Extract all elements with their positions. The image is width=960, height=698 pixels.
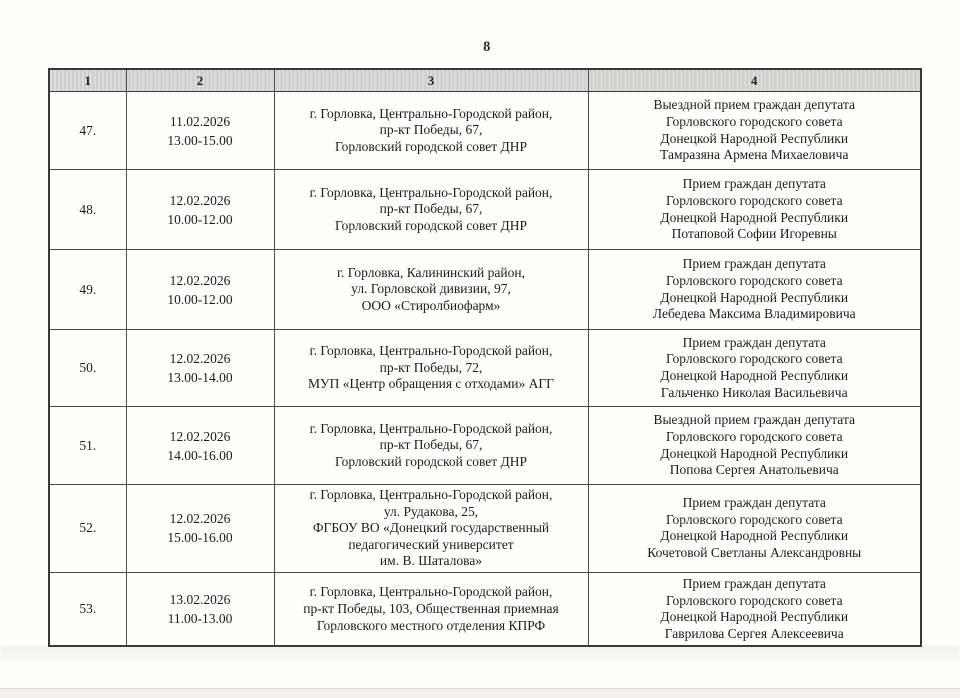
reception-line: Гальченко Николая Васильевича: [660, 384, 848, 400]
reception-cell: [588, 485, 921, 573]
address-line: Горловский городской совет ДНР: [334, 138, 527, 154]
row-number: 53.: [49, 572, 126, 646]
reception-line: Донецкой Народной Республики: [660, 445, 849, 461]
time: 14.00-16.00: [167, 447, 233, 463]
time: 13.00-15.00: [167, 132, 233, 148]
address-cell: [274, 485, 588, 573]
address-line: им. В. Шаталова»: [379, 553, 483, 569]
reception-line: Прием граждан депутата: [682, 334, 826, 350]
date-time-cell: [126, 485, 274, 573]
reception-line: Гаврилова Сергея Алексеевича: [664, 625, 844, 641]
row-number: 51.: [49, 407, 126, 485]
address-line: Горловского местного отделения КПРФ: [316, 617, 546, 633]
time: 10.00-12.00: [167, 291, 233, 307]
schedule-table-body: [49, 92, 921, 647]
table-row: [49, 330, 921, 407]
address-line: пр-кт Победы, 103, Общественная приемная: [303, 600, 559, 616]
address-line: г. Горловка, Центрально-Городской район,: [309, 487, 553, 502]
address-line: г. Горловка, Калининский район,: [337, 264, 525, 280]
table-row: [49, 572, 921, 646]
date-time-cell: [126, 250, 274, 330]
address-line: ФГБОУ ВО «Донецкий государственный: [312, 520, 550, 536]
date: 13.02.2026: [169, 592, 231, 608]
table-row: [49, 92, 921, 170]
date-time-cell: [126, 407, 274, 485]
reception-line: Донецкой Народной Республики: [660, 528, 849, 544]
reception-line: Горловского городского совета: [665, 192, 843, 208]
address-line: г. Горловка, Центрально-Городской район,: [309, 343, 553, 359]
reception-line: Потаповой Софии Игоревны: [671, 226, 837, 242]
row-number: 48.: [49, 170, 126, 250]
address-line: пр-кт Победы, 72,: [379, 359, 483, 375]
address-line: г. Горловка, Центрально-Городской район,: [309, 584, 553, 600]
reception-line: Горловского городского совета: [665, 592, 843, 608]
reception-line: Кочетовой Светланы Александровны: [647, 545, 862, 561]
row-number: 50.: [49, 330, 126, 407]
address-line: ООО «Стиролбиофарм»: [361, 297, 501, 313]
address-line: Горловский городской совет ДНР: [334, 453, 527, 469]
date-time-cell: [126, 572, 274, 646]
address-cell: [274, 250, 588, 330]
address-line: г. Горловка, Центрально-Городской район,: [309, 184, 553, 200]
address-cell: [274, 407, 588, 485]
reception-line: Прием граждан депутата: [682, 576, 826, 592]
address-line: г. Горловка, Центрально-Городской район,: [309, 105, 553, 121]
address-line: пр-кт Победы, 67,: [379, 437, 483, 453]
reception-line: Выездной прием граждан депутата: [653, 412, 856, 428]
table-row: [49, 485, 921, 573]
date: 12.02.2026: [169, 272, 231, 288]
table-row: [49, 407, 921, 485]
reception-line: Горловского городского совета: [665, 351, 843, 367]
reception-cell: [588, 92, 921, 170]
header-row: [49, 69, 921, 92]
time: 15.00-16.00: [167, 530, 233, 546]
date-time-cell: [126, 170, 274, 250]
reception-cell: [588, 330, 921, 407]
reception-line: Донецкой Народной Республики: [660, 130, 849, 146]
time: 11.00-13.00: [167, 611, 233, 627]
schedule-table: [48, 68, 922, 647]
column-header-2: 2: [126, 69, 274, 92]
reception-cell: [588, 572, 921, 646]
reception-line: Выездной прием граждан депутата: [653, 97, 856, 113]
column-header-3: 3: [274, 69, 588, 92]
address-line: ул. Рудакова, 25,: [383, 503, 479, 519]
address-line: Горловский городской совет ДНР: [334, 217, 527, 233]
column-header-1: 1: [49, 69, 126, 92]
reception-cell: [588, 250, 921, 330]
time: 10.00-12.00: [167, 211, 233, 227]
address-cell: [274, 572, 588, 646]
reception-line: Донецкой Народной Республики: [660, 289, 849, 305]
reception-line: Прием граждан депутата: [682, 495, 826, 511]
scan-artifact: [0, 646, 960, 662]
row-number: 47.: [49, 92, 126, 170]
reception-line: Прием граждан депутата: [682, 256, 826, 272]
column-header-4: 4: [588, 69, 921, 92]
reception-line: Донецкой Народной Республики: [660, 609, 849, 625]
reception-cell: [588, 407, 921, 485]
address-line: пр-кт Победы, 67,: [379, 122, 483, 138]
address-cell: [274, 330, 588, 407]
row-number: 52.: [49, 485, 126, 573]
reception-cell: [588, 170, 921, 250]
address-line: г. Горловка, Центрально-Городской район,: [309, 420, 553, 436]
reception-line: Тамразяна Армена Михаеловича: [660, 147, 849, 163]
reception-line: Донецкой Народной Республики: [660, 368, 849, 383]
date: 12.02.2026: [169, 511, 231, 527]
page-number: 8: [483, 39, 491, 55]
reception-line: Донецкой Народной Республики: [660, 209, 849, 225]
reception-line: Горловского городского совета: [665, 511, 843, 527]
address-cell: [274, 170, 588, 250]
address-cell: [274, 92, 588, 170]
reception-line: Лебедева Максима Владимировича: [652, 306, 856, 322]
address-line: пр-кт Победы, 67,: [379, 201, 483, 217]
address-line: МУП «Центр обращения с отходами» АГГ: [308, 376, 554, 392]
reception-line: Горловского городского совета: [665, 113, 843, 129]
reception-line: Горловского городского совета: [665, 428, 843, 444]
date: 12.02.2026: [169, 192, 231, 208]
time: 13.00-14.00: [167, 370, 233, 385]
table-row: [49, 170, 921, 250]
address-line: педагогический университет: [348, 536, 514, 552]
reception-line: Прием граждан депутата: [682, 176, 826, 192]
row-number: 49.: [49, 250, 126, 330]
reception-line: Попова Сергея Анатольевича: [669, 462, 839, 478]
date: 12.02.2026: [169, 428, 231, 444]
date-time-cell: [126, 330, 274, 407]
reception-line: Горловского городского совета: [665, 272, 843, 288]
table-row: [49, 250, 921, 330]
date: 11.02.2026: [169, 113, 231, 129]
address-line: ул. Горловской дивизии, 97,: [351, 281, 511, 297]
date-time-cell: [126, 92, 274, 170]
date: 12.02.2026: [169, 351, 231, 366]
